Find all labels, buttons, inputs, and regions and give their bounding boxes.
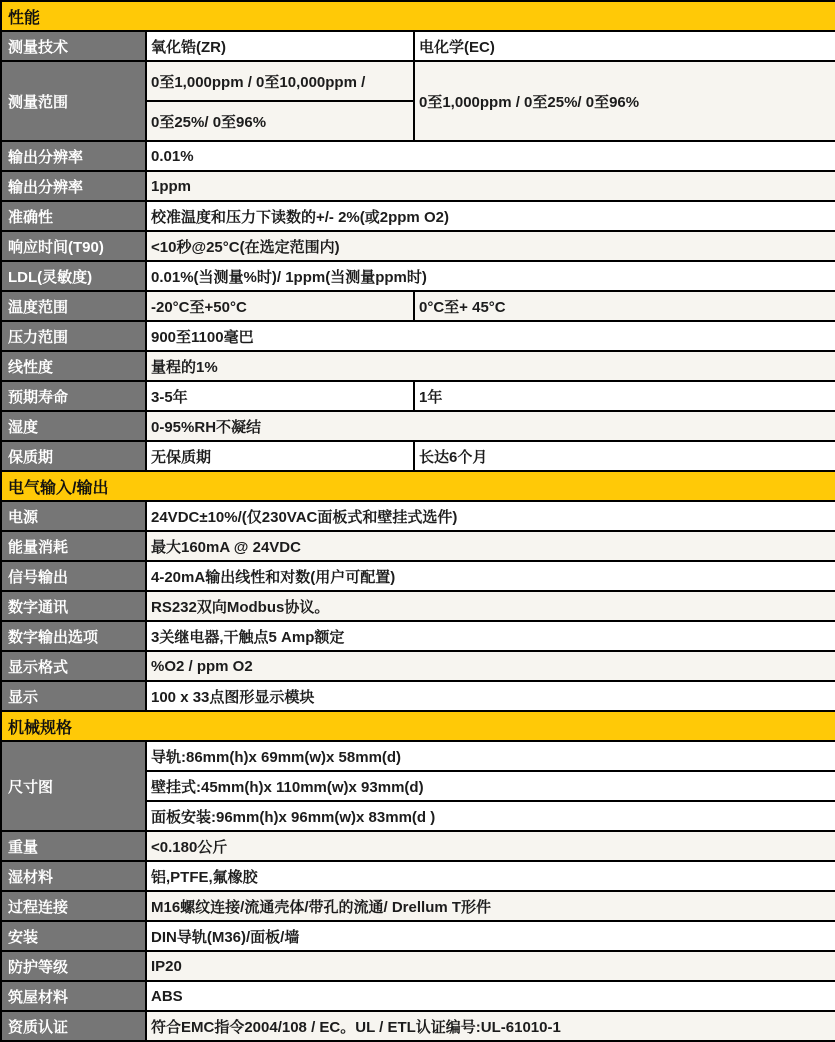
section-row-performance bbox=[1, 1, 835, 31]
spec-value: <0.180公斤 bbox=[146, 831, 835, 861]
spec-label: 湿度 bbox=[1, 411, 146, 441]
spec-value: 3关继电器,干触点5 Amp额定 bbox=[146, 621, 835, 651]
spec-value: 0.01%(当测量%时)/ 1ppm(当测量ppm时) bbox=[146, 261, 835, 291]
spec-value-ec: 电化学(EC) bbox=[414, 31, 835, 61]
spec-value-ec: 长达6个月 bbox=[414, 441, 835, 471]
spec-label: 线性度 bbox=[1, 351, 146, 381]
spec-row bbox=[1, 171, 835, 201]
spec-row bbox=[1, 831, 835, 861]
spec-value: 900至1100毫巴 bbox=[146, 321, 835, 351]
spec-value: 1ppm bbox=[146, 171, 835, 201]
spec-value: M16螺纹连接/流通壳体/带孔的流通/ Drellum T形件 bbox=[146, 891, 835, 921]
spec-row bbox=[1, 441, 835, 471]
spec-row bbox=[1, 141, 835, 171]
spec-label: 数字通讯 bbox=[1, 591, 146, 621]
section-row-electrical bbox=[1, 471, 835, 501]
spec-value: %O2 / ppm O2 bbox=[146, 651, 835, 681]
spec-row bbox=[1, 31, 835, 61]
spec-row bbox=[1, 981, 835, 1011]
spec-value: <10秒@25°C(在选定范围内) bbox=[146, 231, 835, 261]
spec-row bbox=[1, 741, 835, 771]
section-row-mechanical bbox=[1, 711, 835, 741]
section-header-electrical: 电气输入/输出 bbox=[1, 471, 835, 501]
spec-label: 压力范围 bbox=[1, 321, 146, 351]
spec-value-line2: 壁挂式:45mm(h)x 110mm(w)x 93mm(d) bbox=[146, 771, 835, 801]
spec-value: ABS bbox=[146, 981, 835, 1011]
spec-value-zr: 无保质期 bbox=[146, 441, 414, 471]
spec-row bbox=[1, 861, 835, 891]
spec-row bbox=[1, 381, 835, 411]
spec-value: 0.01% bbox=[146, 141, 835, 171]
section-header-mechanical: 机械规格 bbox=[1, 711, 835, 741]
spec-label: 重量 bbox=[1, 831, 146, 861]
spec-value-zr: 氧化锆(ZR) bbox=[146, 31, 414, 61]
spec-value: 4-20mA输出线性和对数(用户可配置) bbox=[146, 561, 835, 591]
spec-label: 输出分辨率 bbox=[1, 141, 146, 171]
spec-row bbox=[1, 231, 835, 261]
spec-value: 量程的1% bbox=[146, 351, 835, 381]
spec-label: 防护等级 bbox=[1, 951, 146, 981]
spec-row bbox=[1, 291, 835, 321]
spec-row bbox=[1, 411, 835, 441]
spec-row bbox=[1, 1011, 835, 1041]
spec-label: 保质期 bbox=[1, 441, 146, 471]
spec-label: 测量技术 bbox=[1, 31, 146, 61]
spec-label: 温度范围 bbox=[1, 291, 146, 321]
spec-label: 准确性 bbox=[1, 201, 146, 231]
spec-value: 校准温度和压力下读数的+/- 2%(或2ppm O2) bbox=[146, 201, 835, 231]
spec-label: 显示格式 bbox=[1, 651, 146, 681]
spec-label: 尺寸图 bbox=[1, 741, 146, 831]
spec-value: RS232双向Modbus协议。 bbox=[146, 591, 835, 621]
spec-value-ec: 0°C至+ 45°C bbox=[414, 291, 835, 321]
spec-value: IP20 bbox=[146, 951, 835, 981]
spec-value-ec: 0至1,000ppm / 0至25%/ 0至96% bbox=[414, 61, 835, 141]
spec-label: 预期寿命 bbox=[1, 381, 146, 411]
spec-row bbox=[1, 61, 835, 101]
spec-label: 数字输出选项 bbox=[1, 621, 146, 651]
spec-value: 100 x 33点图形显示模块 bbox=[146, 681, 835, 711]
spec-row bbox=[1, 351, 835, 381]
spec-label: 筑屋材料 bbox=[1, 981, 146, 1011]
spec-row bbox=[1, 621, 835, 651]
spec-row bbox=[1, 891, 835, 921]
spec-label: 测量范围 bbox=[1, 61, 146, 141]
spec-label: 显示 bbox=[1, 681, 146, 711]
spec-value: 最大160mA @ 24VDC bbox=[146, 531, 835, 561]
spec-row bbox=[1, 321, 835, 351]
spec-row bbox=[1, 591, 835, 621]
spec-value: 0-95%RH不凝结 bbox=[146, 411, 835, 441]
spec-label: LDL(灵敏度) bbox=[1, 261, 146, 291]
spec-value-zr-line1: 0至1,000ppm / 0至10,000ppm / bbox=[146, 61, 414, 101]
spec-row bbox=[1, 531, 835, 561]
spec-label: 信号输出 bbox=[1, 561, 146, 591]
spec-label: 电源 bbox=[1, 501, 146, 531]
spec-row bbox=[1, 261, 835, 291]
spec-row bbox=[1, 951, 835, 981]
spec-row bbox=[1, 561, 835, 591]
spec-value: DIN导轨(M36)/面板/墙 bbox=[146, 921, 835, 951]
spec-label: 湿材料 bbox=[1, 861, 146, 891]
spec-label: 过程连接 bbox=[1, 891, 146, 921]
spec-label: 资质认证 bbox=[1, 1011, 146, 1041]
spec-label: 能量消耗 bbox=[1, 531, 146, 561]
spec-row bbox=[1, 681, 835, 711]
spec-value-zr-line2: 0至25%/ 0至96% bbox=[146, 101, 414, 141]
spec-row bbox=[1, 921, 835, 951]
section-header-performance: 性能 bbox=[1, 1, 835, 31]
spec-value: 24VDC±10%/(仅230VAC面板式和壁挂式选件) bbox=[146, 501, 835, 531]
spec-label: 输出分辨率 bbox=[1, 171, 146, 201]
spec-value-line1: 导轨:86mm(h)x 69mm(w)x 58mm(d) bbox=[146, 741, 835, 771]
spec-value-ec: 1年 bbox=[414, 381, 835, 411]
spec-value-line3: 面板安装:96mm(h)x 96mm(w)x 83mm(d ) bbox=[146, 801, 835, 831]
spec-label: 安装 bbox=[1, 921, 146, 951]
spec-value-zr: -20°C至+50°C bbox=[146, 291, 414, 321]
spec-value-zr: 3-5年 bbox=[146, 381, 414, 411]
spec-value: 符合EMC指令2004/108 / EC。UL / ETL认证编号:UL-61010-1 bbox=[146, 1011, 835, 1041]
spec-label: 响应时间(T90) bbox=[1, 231, 146, 261]
spec-value: 铝,PTFE,氟橡胶 bbox=[146, 861, 835, 891]
spec-row bbox=[1, 501, 835, 531]
spec-row bbox=[1, 651, 835, 681]
spec-row bbox=[1, 201, 835, 231]
